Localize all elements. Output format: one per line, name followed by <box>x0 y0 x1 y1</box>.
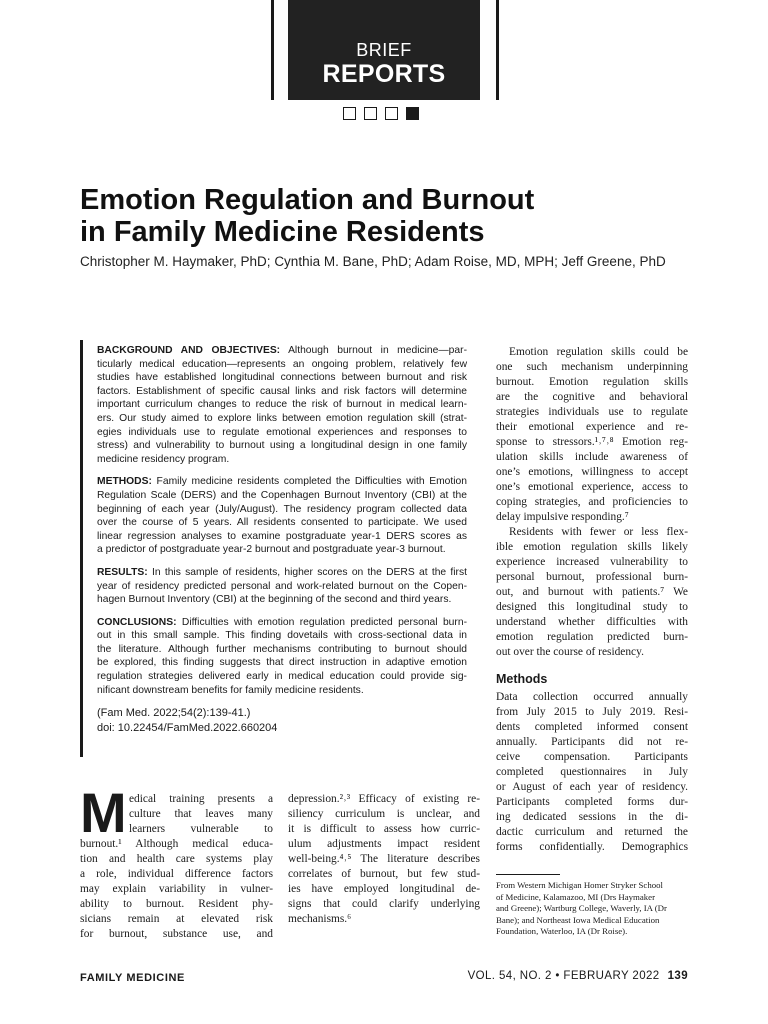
header-rule-left <box>271 0 274 100</box>
body-line: their emotional experience and re- <box>496 421 688 433</box>
body-line: ies have employed longitudinal de- <box>288 883 480 895</box>
body-line: one such mechanism underpinning <box>496 361 688 373</box>
body-line: well-being.⁴˒⁵ The literature describes <box>288 853 480 865</box>
body-line: ceive compensation. Participants <box>496 751 688 763</box>
body-line: for burnout, substance use, and <box>80 928 273 940</box>
doi-link[interactable]: doi: 10.22454/FamMed.2022.660204 <box>97 722 278 735</box>
abstract <box>97 344 467 736</box>
abstract-line: regulation strategies delivered early in medical education could provide sig- <box>97 671 467 683</box>
citation <box>97 706 467 736</box>
body-line: edical training presents a <box>129 793 273 805</box>
body-line: a role, individual difference factors <box>80 868 273 880</box>
body-line: depression.²˒³ Efficacy of existing re- <box>288 793 480 805</box>
body-line: sicians remain at elevated risk <box>80 913 273 925</box>
abstract-line: hagen Burnout Inventory (CBI) at the beginning of the second and third years. <box>97 594 452 606</box>
abstract-line: medicine residency program. <box>97 453 230 465</box>
body-line: delay impulsive responding.⁷ <box>496 511 629 523</box>
body-line: learners vulnerable to <box>129 823 273 835</box>
body-column-3 <box>496 345 688 660</box>
body-line: are the cognitive and behavioral <box>496 391 688 403</box>
abstract-line: out in this small sample. This finding dovetails with cross-sectional data in <box>97 630 467 642</box>
abstract-heading: METHODS: <box>97 476 152 488</box>
footnote-line: From Western Michigan Homer Stryker School <box>496 880 663 890</box>
body-line: strategies individuals use to regulate <box>496 406 688 418</box>
abstract-line: important curriculum changes to reduce the risk of burnout in medical learn- <box>97 399 467 411</box>
author-list: Christopher M. Haymaker, PhD; Cynthia M. Bane, PhD; Adam Roise, MD, MPH; Jeff Greene, PhD <box>80 254 666 269</box>
abstract-results <box>97 566 467 607</box>
section-indicator <box>343 107 419 120</box>
body-line: or August of each year of residency. <box>496 781 688 793</box>
abstract-text: Family medicine residents completed the Difficulties with Emotion <box>151 476 467 488</box>
abstract-line: a predictor of postgraduate year-2 burnout and postgraduate year-3 burnout. <box>97 544 446 556</box>
section-badge <box>288 0 480 100</box>
footnote-line: of Medicine, Kalamazoo, MI (Drs Haymaker <box>496 891 656 902</box>
section-label-main: REPORTS <box>322 60 446 88</box>
body-line: culture that leaves many <box>129 808 273 820</box>
footnote-line: Foundation, Waterloo, IA (Dr Roise). <box>496 926 628 936</box>
abstract-line: studies have established longitudinal connections between burnout and risk <box>97 372 467 384</box>
body-line: Emotion regulation skills could be <box>509 346 688 358</box>
indicator-square <box>343 107 356 120</box>
abstract-line: factors. Establishment of specific causal links and risk factors will determine <box>97 385 467 397</box>
footnote-line: and Greene); Wartburg College, Waverly, IA (Dr <box>496 903 667 913</box>
abstract-line: ers. Our study aimed to explore links between emotion regulation skill (strat- <box>97 412 467 424</box>
abstract-line: be explored, this finding suggests that direct instruction in adaptive emotion <box>97 657 467 669</box>
abstract-heading: RESULTS: <box>97 566 148 578</box>
abstract-line: ticularly medical education—represents an ongoing problem, relatively few <box>97 358 467 370</box>
section-heading-methods: Methods <box>496 672 548 686</box>
header-rule-right <box>496 0 499 100</box>
body-line: one’s emotional experience, access to <box>496 481 688 493</box>
body-line: ulation skills include awareness of <box>496 451 688 463</box>
body-line: one’s emotions, willingness to accept <box>496 466 688 478</box>
indicator-square <box>385 107 398 120</box>
abstract-line: linear regression analyses to examine postgraduate year-1 DERS scores as <box>97 530 467 542</box>
body-line: personal burnout, professional burn- <box>496 571 688 583</box>
title-line: in Family Medicine Residents <box>80 216 485 248</box>
issue-label: VOL. 54, NO. 2 • FEBRUARY 2022 <box>467 970 660 982</box>
issue-info <box>468 970 688 982</box>
indicator-square-filled <box>406 107 419 120</box>
body-line: mechanisms.⁶ <box>288 913 352 925</box>
abstract-line: stress) and vulnerability to burnout using a longitudinal design in one family <box>97 440 467 452</box>
body-line: designed this longitudinal study to <box>496 601 688 613</box>
drop-cap: M <box>80 781 127 844</box>
section-label-top: BRIEF <box>356 40 412 60</box>
abstract-heading: CONCLUSIONS: <box>97 616 177 628</box>
abstract-text: Although burnout in medicine—par- <box>280 345 467 356</box>
body-line: understand whether difficulties with <box>496 616 688 628</box>
body-column-1 <box>80 792 273 942</box>
abstract-line: egies individuals use to regulate emotional experiences and responses to <box>97 426 467 438</box>
abstract-line: over the course of 5 years. All residents consented to participate. We used <box>97 517 467 529</box>
abstract-conclusions <box>97 616 467 698</box>
body-line: may explain variability in vulner- <box>80 883 273 895</box>
body-line: experience increased vulnerability to <box>496 556 688 568</box>
body-line: out over the course of residency. <box>496 646 644 658</box>
body-line: ing dedicated sessions in the di- <box>496 811 688 823</box>
body-line: coping strategies, and proficiencies to <box>496 496 688 508</box>
body-line: from July 2015 to July 2019. Resi- <box>496 706 688 718</box>
abstract-text: In this sample of residents, higher scores on the DERS at the first <box>147 566 467 578</box>
body-line: Data collection occurred annually <box>496 691 688 703</box>
body-line: completed questionnaires in July <box>496 766 688 778</box>
abstract-line: beginning of each year (July/August). The residency program collected data <box>97 503 467 515</box>
methods-text <box>496 690 688 855</box>
affiliation-footnote <box>496 880 688 938</box>
abstract-background <box>97 344 467 466</box>
abstract-line: nificant downstream benefits for family medicine residents. <box>97 684 364 696</box>
journal-name: FAMILY MEDICINE <box>80 972 185 984</box>
body-line: tion and health care systems play <box>80 853 273 865</box>
body-line: Residents with fewer or less flex- <box>509 526 688 538</box>
body-column-2 <box>288 792 480 927</box>
body-line: it is difficult to assess how curric- <box>288 823 480 835</box>
abstract-line: the literature. Although further mechanisms contributing to burnout should <box>97 643 467 655</box>
body-line: dactic curriculum and returned the <box>496 826 688 838</box>
body-line: ible emotion regulation skills likely <box>496 541 688 553</box>
body-line: Participants completed forms dur- <box>496 796 688 808</box>
footnote-rule <box>496 874 560 875</box>
article-title <box>80 184 700 248</box>
page-number: 139 <box>667 970 688 982</box>
citation-reference: (Fam Med. 2022;54(2):139-41.) <box>97 707 251 720</box>
abstract-methods <box>97 475 467 557</box>
body-line: annually. Participants did not re- <box>496 736 688 748</box>
abstract-line: Regulation Scale (DERS) and the Copenhagen Burnout Inventory (CBI) at the <box>97 489 467 501</box>
body-line: forms confidentially. Demographics <box>496 841 688 853</box>
body-line: burnout. Emotion regulation skills <box>496 376 688 388</box>
body-line: burnout.¹ Although medical educa- <box>80 838 273 850</box>
abstract-rule <box>80 340 83 757</box>
body-line: emotion regulation predicted burn- <box>496 631 688 643</box>
abstract-text: Difficulties with emotion regulation predicted personal burn- <box>176 616 467 628</box>
body-line: siliency curriculum is unclear, and <box>288 808 480 820</box>
footnote-line: Bane); and Northeast Iowa Medical Education <box>496 914 660 925</box>
body-line: correlates of burnout, but few stud- <box>288 868 480 880</box>
abstract-heading: BACKGROUND AND OBJECTIVES: <box>97 345 281 356</box>
body-line: signs that could clarify underlying <box>288 898 480 910</box>
body-line: out, and burnout with patients.⁷ We <box>496 586 688 598</box>
indicator-square <box>364 107 377 120</box>
title-line: Emotion Regulation and Burnout <box>80 184 535 216</box>
abstract-line: year of residency predicted personal and work-related burnout on the Copen- <box>97 580 467 592</box>
body-line: ability to burnout. Resident phy- <box>80 898 273 910</box>
body-line: sponse to stressors.¹˒⁷˒⁸ Emotion reg- <box>496 436 688 448</box>
body-line: dents completed informed consent <box>496 721 688 733</box>
body-line: ulum adjustments impact resident <box>288 838 480 850</box>
